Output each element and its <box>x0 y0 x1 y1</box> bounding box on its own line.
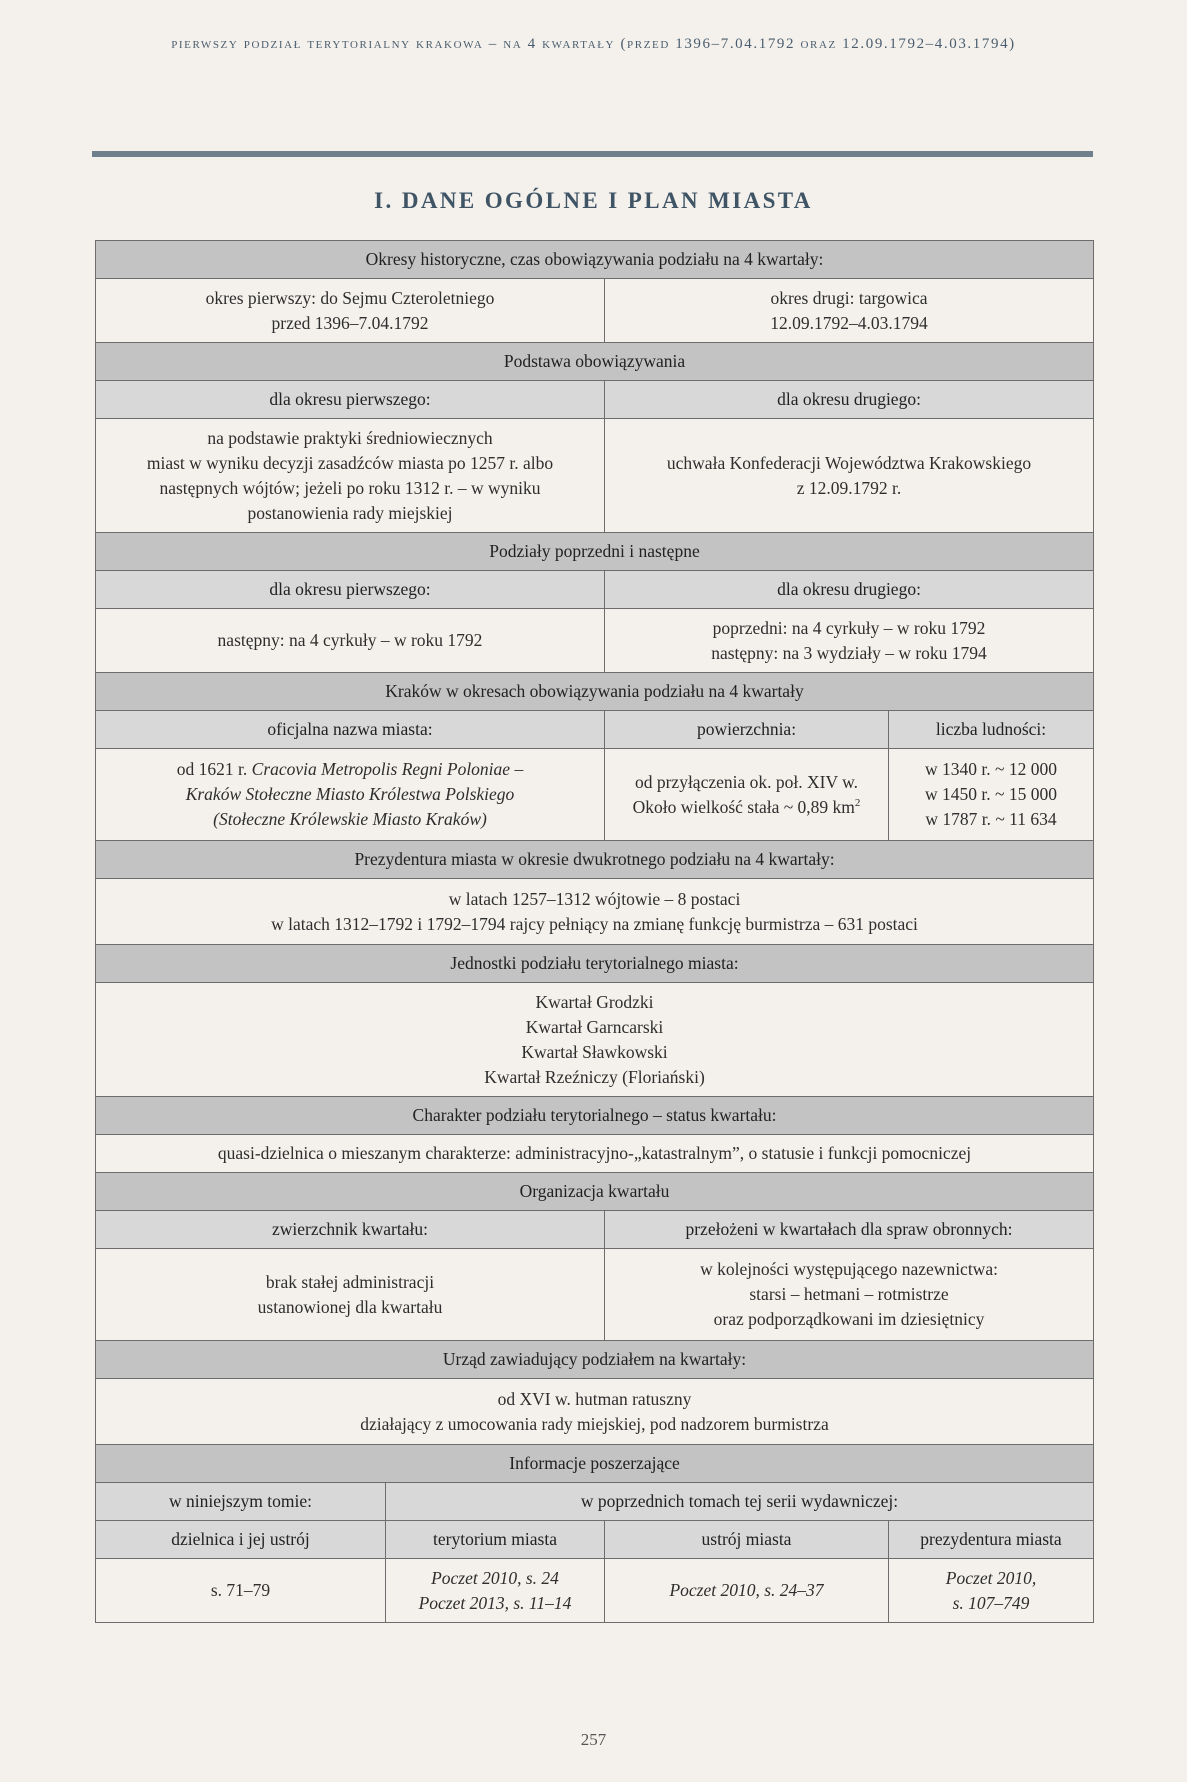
office-line: od XVI w. hutman ratuszny <box>497 1388 692 1409</box>
basis-second-line: uchwała Konfederacji Województwa Krakowskiego <box>666 452 1032 473</box>
divisions-header: Podziały poprzedni i następne <box>96 533 1094 571</box>
city-name-latin: Cracovia Metropolis Regni Poloniae – <box>251 759 524 779</box>
population-label: liczba ludności: <box>889 711 1094 749</box>
territory-ref: Poczet 2010, s. 24 <box>431 1567 559 1588</box>
office-line: działający z umocowania rady miejskiej, pod nadzorem burmistrza <box>360 1413 829 1434</box>
page-number: 257 <box>580 1730 607 1749</box>
period-first-cell <box>96 279 605 343</box>
running-head: pierwszy podział terytorialny krakowa – na 4 kwartały (przed 1396–7.04.1792 oraz 12.09.1792–4.03.1794) <box>171 36 1016 52</box>
val-system: Poczet 2010, s. 24–37 <box>605 1559 889 1623</box>
previous-volumes-label: w poprzednich tomach tej serii wydawniczej: <box>386 1483 1094 1521</box>
divisions-second-line: następny: na 3 wydziały – w roku 1794 <box>711 642 987 663</box>
divisions-second-cell <box>605 609 1094 673</box>
organization-header: Organizacja kwartału <box>96 1173 1094 1211</box>
unit-item: Kwartał Grodzki <box>535 991 654 1012</box>
area-value: Około wielkość stała ~ 0,89 km <box>632 796 855 817</box>
city-name-cell <box>96 749 605 841</box>
krakow-header: Kraków w okresach obowiązywania podziału na 4 kwartały <box>96 673 1094 711</box>
periods-header: Okresy historyczne, czas obowiązywania podziału na 4 kwartały: <box>96 241 1094 279</box>
area-line: od przyłączenia ok. poł. XIV w. <box>634 771 859 792</box>
area-cell <box>605 749 889 841</box>
population-line: w 1340 r. ~ 12 000 <box>925 759 1057 779</box>
city-name-polish: Kraków Stołeczne Miasto Królestwa Polskiego <box>185 784 515 804</box>
divisions-first-label: dla okresu pierwszego: <box>96 571 605 609</box>
presidency-cell <box>96 879 1094 945</box>
section-title: I. DANE OGÓLNE I PLAN MIASTA <box>374 188 813 213</box>
unit-item: Kwartał Garncarski <box>525 1016 664 1037</box>
population-line: w 1787 r. ~ 11 634 <box>925 809 1057 829</box>
period-first-line: okres pierwszy: do Sejmu Czteroletniego <box>205 287 495 308</box>
col-territory: terytorium miasta <box>386 1521 605 1559</box>
basis-first-label: dla okresu pierwszego: <box>96 381 605 419</box>
city-name-label: oficjalna nazwa miasta: <box>96 711 605 749</box>
period-second-cell <box>605 279 1094 343</box>
superior-line: brak stałej administracji <box>265 1271 435 1292</box>
basis-second-label: dla okresu drugiego: <box>605 381 1094 419</box>
presidency-line: w latach 1312–1792 i 1792–1794 rajcy pełniący na zmianę funkcję burmistrza – 631 postaci <box>271 913 918 934</box>
character-cell: quasi-dzielnica o mieszanym charakterze: administracyjno-„katastralnym”, o statusie i funkcji pomocniczej <box>96 1135 1094 1173</box>
col-district: dzielnica i jej ustrój <box>96 1521 386 1559</box>
territory-ref: Poczet 2013, s. 11–14 <box>418 1592 572 1613</box>
area-unit-sup: 2 <box>854 796 861 809</box>
col-presidency: prezydentura miasta <box>889 1521 1094 1559</box>
character-header: Charakter podziału terytorialnego – status kwartału: <box>96 1097 1094 1135</box>
presidency-header: Prezydentura miasta w okresie dwukrotnego podziału na 4 kwartały: <box>96 841 1094 879</box>
basis-second-cell <box>605 419 1094 533</box>
city-name-prefix: od 1621 r. <box>176 759 248 779</box>
val-presidency <box>889 1559 1094 1623</box>
units-header: Jednostki podziału terytorialnego miasta: <box>96 945 1094 983</box>
divisions-first-cell <box>96 609 605 673</box>
presidency-ref: Poczet 2010, <box>945 1567 1037 1588</box>
superior-label: zwierzchnik kwartału: <box>96 1211 605 1249</box>
divisions-second-label: dla okresu drugiego: <box>605 571 1094 609</box>
divisions-second-line: poprzedni: na 4 cyrkuły – w roku 1792 <box>712 617 986 638</box>
val-district: s. 71–79 <box>96 1559 386 1623</box>
basis-first-cell <box>96 419 605 533</box>
defense-superiors-label: przełożeni w kwartałach dla spraw obronnych: <box>605 1211 1094 1249</box>
defense-line: oraz podporządkowani im dziesiętnicy <box>713 1309 985 1329</box>
population-cell <box>889 749 1094 841</box>
this-volume-label: w niniejszym tomie: <box>96 1483 386 1521</box>
area-label: powierzchnia: <box>605 711 889 749</box>
divisions-first-line: następny: na 4 cyrkuły – w roku 1792 <box>217 630 483 650</box>
units-cell <box>96 983 1094 1097</box>
col-system: ustrój miasta <box>605 1521 889 1559</box>
basis-first-line: miast w wyniku decyzji zasadźców miasta po 1257 r. albo <box>146 452 554 473</box>
basis-first-line: postanowienia rady miejskiej <box>247 502 453 523</box>
presidency-ref: s. 107–749 <box>952 1592 1030 1613</box>
general-data-table <box>95 240 1094 1623</box>
basis-header: Podstawa obowiązywania <box>96 343 1094 381</box>
office-cell <box>96 1379 1094 1445</box>
period-first-dates: przed 1396–7.04.1792 <box>271 312 429 333</box>
superior-cell <box>96 1249 605 1341</box>
presidency-line: w latach 1257–1312 wójtowie – 8 postaci <box>448 888 741 909</box>
basis-first-line: na podstawie praktyki średniowiecznych <box>207 427 493 448</box>
period-second-line: okres drugi: targowica <box>770 287 928 308</box>
info-header: Informacje poszerzające <box>96 1445 1094 1483</box>
period-second-dates: 12.09.1792–4.03.1794 <box>770 312 928 333</box>
unit-item: Kwartał Sławkowski <box>521 1041 668 1062</box>
val-territory <box>386 1559 605 1623</box>
basis-second-line: z 12.09.1792 r. <box>796 477 902 498</box>
unit-item: Kwartał Rzeźniczy (Floriański) <box>484 1066 705 1087</box>
office-header: Urząd zawiadujący podziałem na kwartały: <box>96 1341 1094 1379</box>
header-rule <box>92 151 1093 157</box>
basis-first-line: następnych wójtów; jeżeli po roku 1312 r. – w wyniku <box>159 477 541 498</box>
city-name-alt: (Stołeczne Królewskie Miasto Kraków) <box>213 809 487 829</box>
defense-line: starsi – hetmani – rotmistrze <box>749 1284 949 1304</box>
population-line: w 1450 r. ~ 15 000 <box>925 784 1057 804</box>
superior-line: ustanowionej dla kwartału <box>257 1296 443 1317</box>
defense-superiors-cell <box>605 1249 1094 1341</box>
defense-line: w kolejności występującego nazewnictwa: <box>700 1259 998 1279</box>
